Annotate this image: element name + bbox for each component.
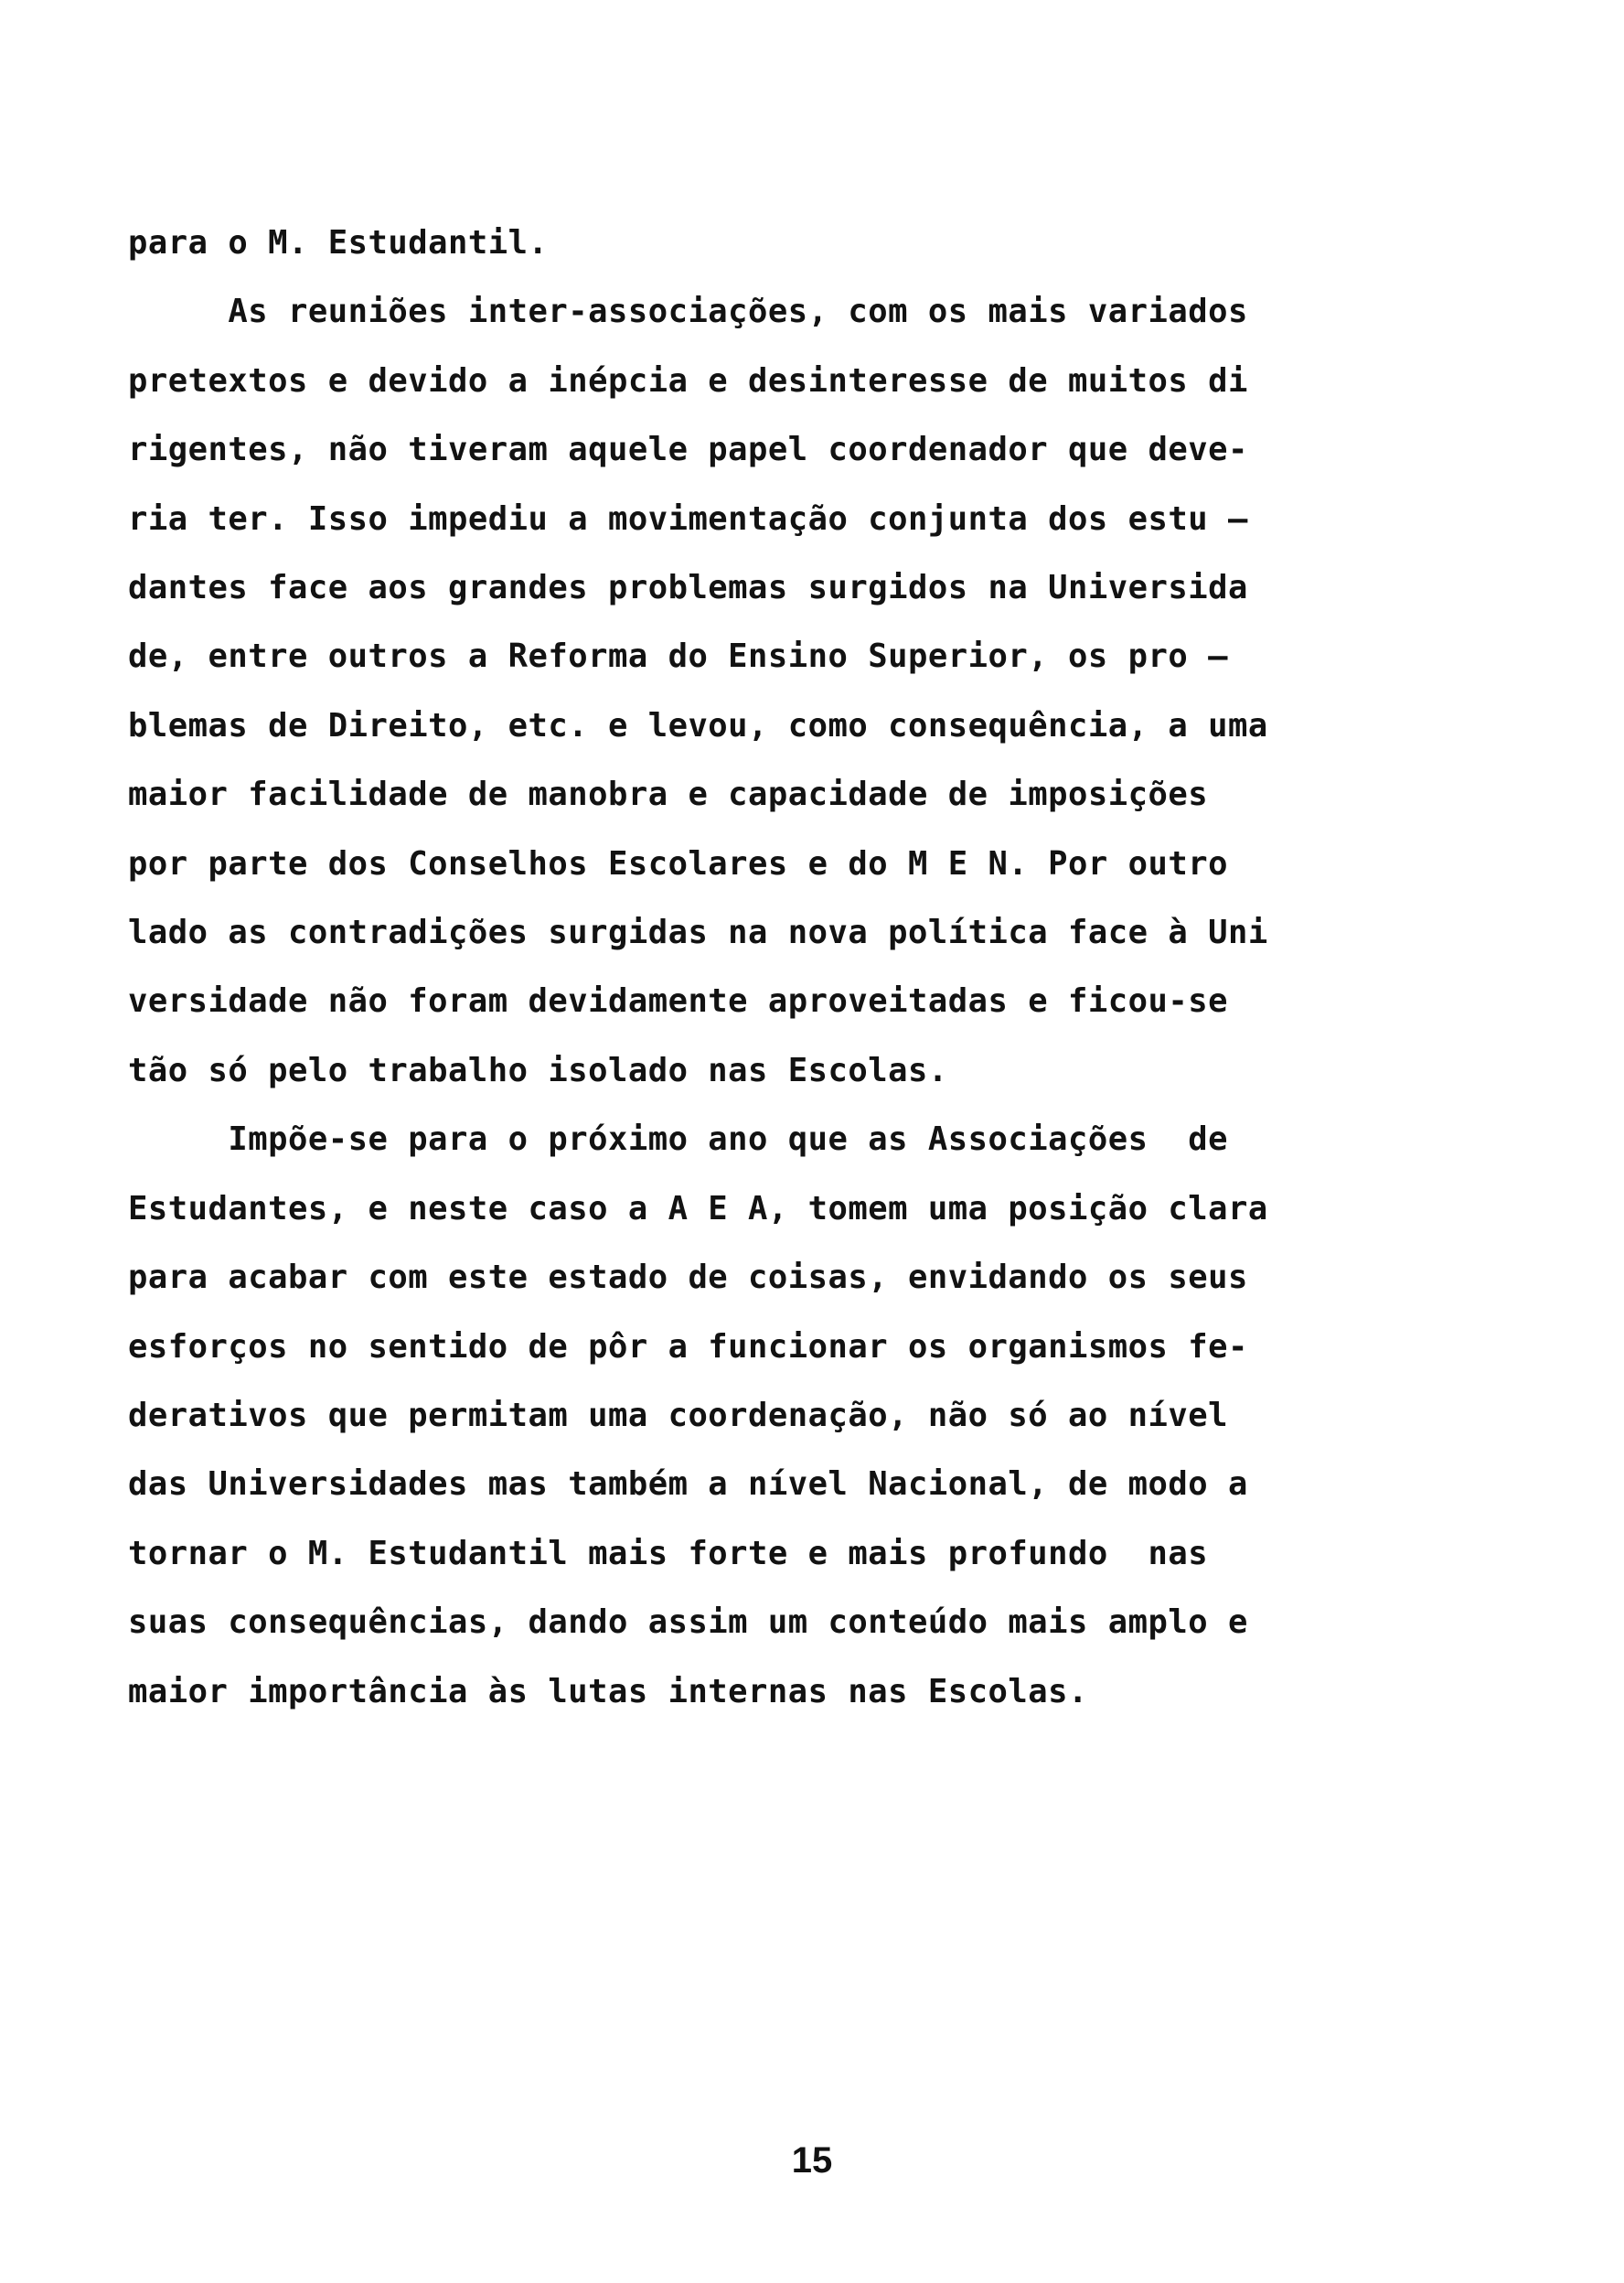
text-line: blemas de Direito, etc. e levou, como consequência, a uma [128,706,1268,745]
text-line: dantes face aos grandes problemas surgidos na Universida [128,569,1248,607]
text-line: para acabar com este estado de coisas, envidando os seus [128,1259,1248,1297]
text-line: Estudantes, e neste caso a A E A, tomem uma posição clara [128,1189,1268,1227]
text-line: tornar o M. Estudantil mais forte e mais profundo nas [128,1534,1209,1572]
text-line: das Universidades mas também a nível Nacional, de modo a [128,1465,1248,1504]
text-line: suas consequências, dando assim um conteúdo mais amplo e [128,1603,1248,1642]
text-line: por parte dos Conselhos Escolares e do M E N. Por outro [128,844,1229,883]
text-line: ria ter. Isso impediu a movimentação conjunta dos estu – [128,499,1248,538]
text-line: esforços no sentido de pôr a funcionar os organismos fe- [128,1327,1248,1366]
text-line: de, entre outros a Reforma do Ensino Superior, os pro – [128,638,1229,676]
text-line: derativos que permitam uma coordenação, não só ao nível [128,1396,1229,1434]
text-line: tão só pelo trabalho isolado nas Escolas. [128,1051,948,1089]
text-line: maior importância às lutas internas nas Escolas. [128,1672,1088,1710]
text-line: maior facilidade de manobra e capacidade de imposições [128,776,1209,814]
text-line: versidade não foram devidamente aproveitadas e ficou-se [128,982,1229,1021]
page-number: 15 [791,2140,833,2181]
text-line: lado as contradições surgidas na nova política face à Uni [128,914,1268,952]
text-line: Impõe-se para o próximo ano que as Associações de [128,1120,1229,1159]
text-line: para o M. Estudantil. [128,224,549,262]
body-text [128,209,1555,1726]
text-line: As reuniões inter-associações, com os mais variados [128,293,1248,331]
text-line: rigentes, não tiveram aquele papel coordenador que deve- [128,431,1248,469]
text-line: pretextos e devido a inépcia e desinteresse de muitos di [128,361,1248,400]
